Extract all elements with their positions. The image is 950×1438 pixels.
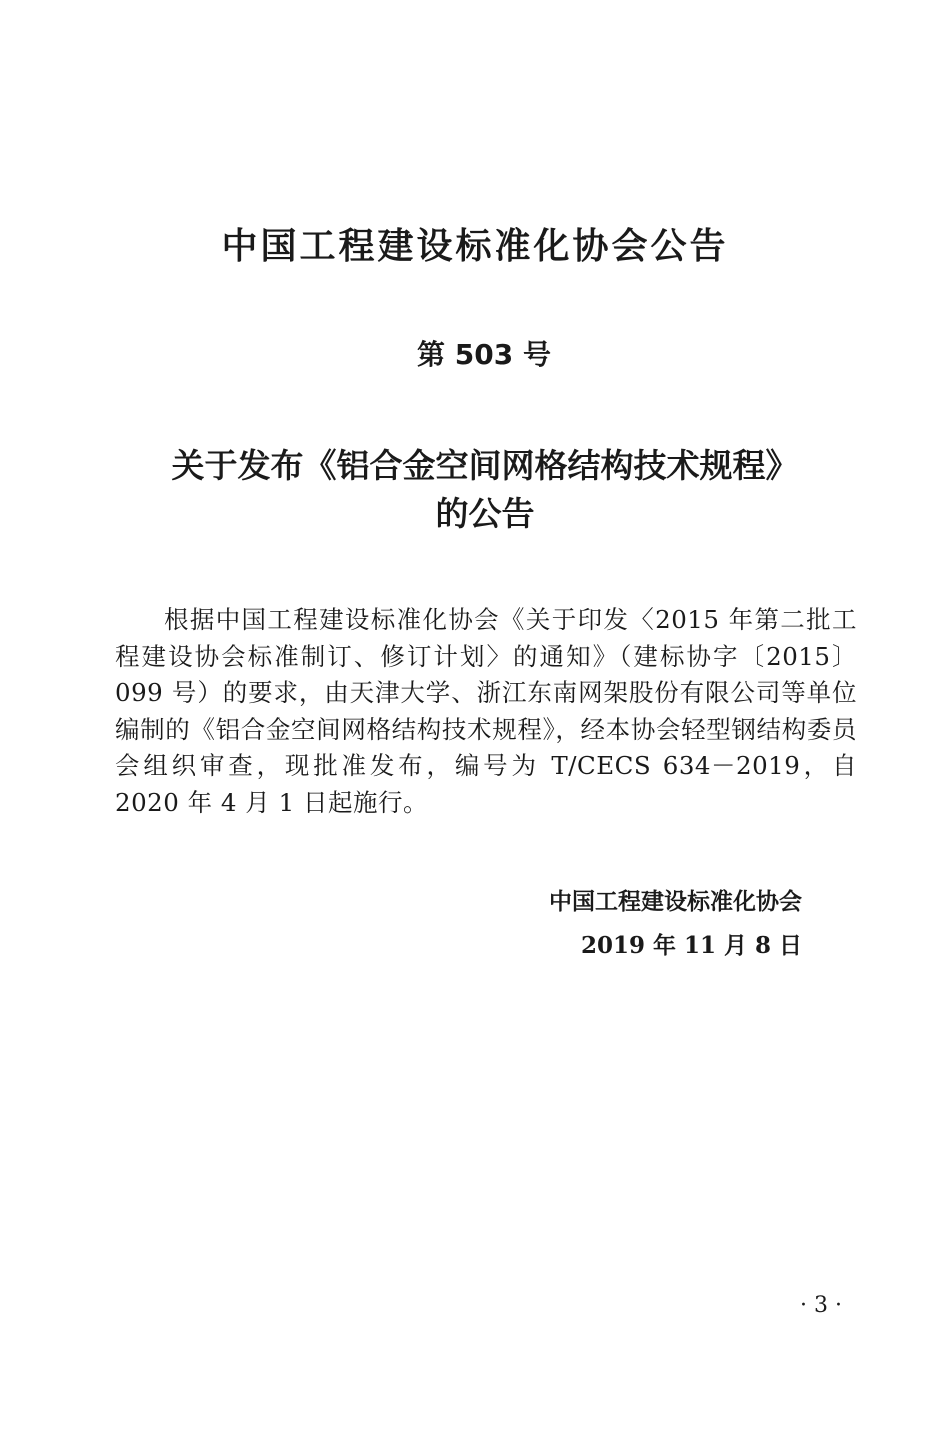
announcement-subject bbox=[0, 442, 950, 538]
announcement-body: 根据中国工程建设标准化协会《关于印发〈2015 年第二批工程建设协会标准制订、修订计划〉的通知》（建标协字〔2015〕099 号）的要求，由天津大学、浙江东南网架股份有限公司等单位编制的《铝合金空间网格结构技术规程》，经本协会轻型钢结构委员会组织审查，现批准发布，编号为 T/CECS 634－2019，自 2020 年 4 月 1 日起施行。 bbox=[115, 605, 857, 817]
subject-line-2: 的公告 bbox=[435, 494, 535, 533]
notice-number: 第 503 号 bbox=[417, 338, 551, 371]
organization-title: 中国工程建设标准化协会公告 bbox=[221, 226, 729, 267]
signature-organization: 中国工程建设标准化协会 bbox=[549, 889, 802, 915]
signature-date: 2019 年 11 月 8 日 bbox=[580, 932, 802, 959]
subject-line-1: 关于发布《铝合金空间网格结构技术规程》 bbox=[171, 446, 799, 485]
page-number: · 3 · bbox=[800, 1293, 842, 1318]
